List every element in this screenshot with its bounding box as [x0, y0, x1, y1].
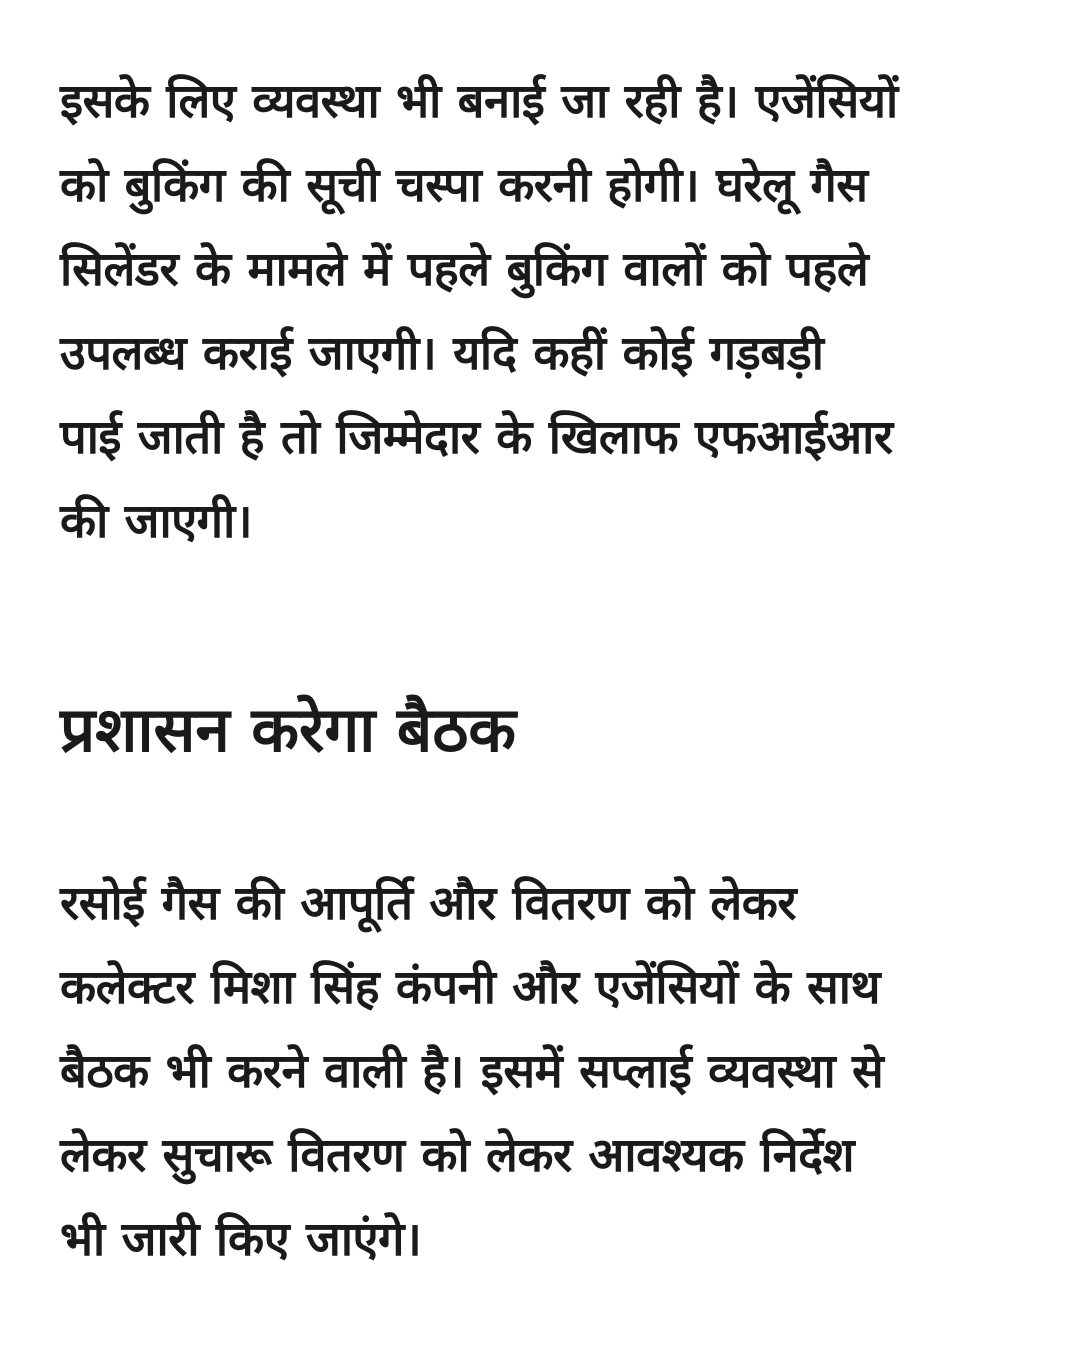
paragraph-line: लेकर सुचारू वितरण को लेकर आवश्यक निर्देश — [60, 1128, 855, 1183]
paragraph-line: उपलब्ध कराई जाएगी। यदि कहीं कोई गड़बड़ी — [60, 326, 824, 381]
article-paragraph — [60, 862, 1020, 1282]
paragraph-line: रसोई गैस की आपूर्ति और वितरण को लेकर — [60, 876, 797, 931]
paragraph-line: की जाएगी। — [60, 494, 253, 549]
paragraph-line: पाई जाती है तो जिम्मेदार के खिलाफ एफआईआर — [60, 410, 893, 465]
section-heading: प्रशासन करेगा बैठक — [60, 693, 516, 766]
paragraph-line: कलेक्टर मिशा सिंह कंपनी और एजेंसियों के साथ — [60, 960, 881, 1015]
paragraph-line: इसके लिए व्यवस्था भी बनाई जा रही है। एजेंसियों — [60, 74, 898, 129]
article-paragraph — [60, 60, 1020, 564]
paragraph-line: को बुकिंग की सूची चस्पा करनी होगी। घरेलू गैस — [60, 158, 868, 213]
paragraph-line: भी जारी किए जाएंगे। — [60, 1212, 422, 1267]
paragraph-line: सिलेंडर के मामले में पहले बुकिंग वालों को पहले — [60, 242, 869, 297]
paragraph-line: बैठक भी करने वाली है। इसमें सप्लाई व्यवस्था से — [60, 1044, 884, 1099]
